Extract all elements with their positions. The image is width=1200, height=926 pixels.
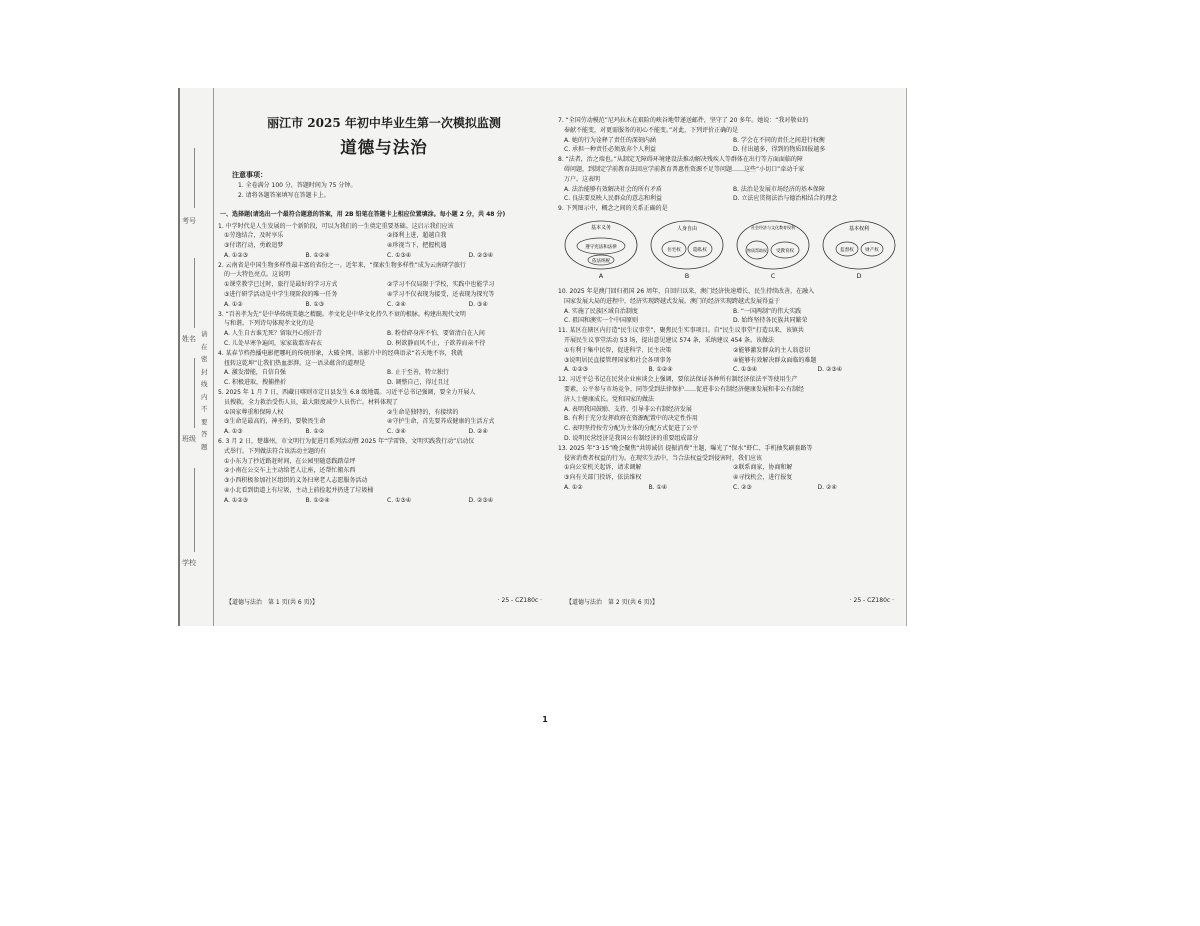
question-stem: 2. 云南省是中国生物多样性最丰富的省份之一。近年来，“探索生物多样性”成为云南研学旅行 [218, 261, 466, 269]
question-item-line: B. 有利于充分发挥政府在资源配置中的决定性作用 [564, 415, 698, 423]
question-stem: 国家发展大局的进程中，经济实现跨越式发展。澳门的经济实现跨越式发展得益于 [564, 297, 781, 305]
option: D. ②④ [817, 483, 837, 491]
outer-label: 人身自由 [676, 225, 698, 232]
question-stem: 1. 中学时代是人生发展的一个新阶段，可以为我们的一生奠定重要基础。这启示我们应该 [218, 222, 454, 230]
diagram-letter: A [598, 271, 604, 280]
item: C. 积极进取，搜捕挫折 [224, 379, 287, 387]
outer-label: 基本义务 [590, 224, 612, 231]
concept-diagram-b [648, 219, 726, 283]
question-item-line: A. 表明我国鼓励、支持、引导非公有制经济发展 [564, 405, 692, 413]
question-stem: 12. 习近平总书记在民营企业座谈会上强调，要依法保证各种所有制经济依法平等使用生产 [558, 376, 798, 384]
question-stem: 与和谐。下列诗句体现孝文化的是 [224, 320, 315, 328]
concept-diagram-d [820, 219, 898, 283]
option: B. ①④ [648, 483, 668, 491]
inner-label: 隐私权 [693, 247, 707, 253]
question-items [218, 408, 550, 428]
option: A. ①② [564, 483, 583, 491]
concept-diagram-a [562, 219, 640, 283]
answer-options [218, 251, 550, 261]
margin-line [194, 258, 195, 328]
option: A. ①②③ [224, 251, 248, 259]
item: ④珍视当下，把握机遇 [387, 242, 447, 250]
item: ④寻找机会，进行报复 [733, 474, 793, 482]
question-stem: 6. 3 月 2 日，楚雄州，市文明行为促进月系列活动暨 2025 年“学雷锋，文明实践我行动”启动仪 [218, 438, 475, 446]
option: C. ②③ [733, 483, 752, 491]
question-stem: 万户。这表明 [564, 175, 601, 183]
inner-label: 受教育权 [776, 248, 794, 254]
question-item-line: C. 表明坚持按劳分配为主体的分配方式促进了公平 [564, 425, 699, 433]
question-stem: 4. 某春节档热播电影把哪吒的传统形象，大破全网。该影片中的经典语录“若天地不容，我就 [218, 349, 463, 357]
concept-diagram-c [734, 219, 812, 283]
item: ①国家尊重和保障人权 [224, 408, 284, 416]
option: D. ②③④ [817, 366, 843, 374]
notice-item: 2. 请将各题答案填写在答题卡上。 [238, 192, 330, 199]
item: A. 实施了民族区域自治制度 [564, 307, 638, 315]
page-footer [218, 597, 550, 606]
question-item-line: ④小北看到街道上有垃圾，主动上前捡起并扔进了垃圾桶 [224, 487, 374, 495]
option: C. ③④ [387, 428, 406, 436]
option: A. ①③ [224, 428, 243, 436]
item: ①劳逸结合，及时享乐 [224, 232, 284, 240]
margin-label-name: 姓名 [182, 335, 196, 343]
seal-line-warning: 请 在 密 封 线 内 不 要 答 题 [201, 330, 208, 451]
item: B. 学会在不同的责任之间进行权衡 [733, 136, 825, 144]
question-stem: 侵害消费者权益的行为。在现实生活中，当合法权益受到侵害时，我们应该 [564, 454, 763, 462]
option: D. ③④ [468, 300, 488, 308]
footer-page-label: 【道德与法治 第 2 页(共 6 页)】 [566, 599, 658, 606]
item: A. 法治能够有效解决社会的所有矛盾 [564, 185, 662, 193]
item: B. 粉骨碎身浑不怕，要留清白在人间 [387, 330, 485, 338]
item: B. 止于至善，特立独行 [387, 369, 449, 377]
question-stem: 式举行。下列做法符合该活动主题的有 [224, 447, 327, 455]
item: C. 祖国和澳实一个中国原则 [564, 317, 639, 325]
answer-options [218, 427, 550, 437]
item: ②联系商家，协商和解 [733, 464, 793, 472]
item: D. 付出越多，得到的物质回报越多 [733, 146, 826, 154]
item: ②学习不仅局限于学校，实践中也能学习 [387, 281, 495, 289]
item: C. 良法要反映人民群众的意志和利益 [564, 195, 663, 203]
outer-label: 基本权利 [848, 225, 870, 232]
question-stem: 扭转这乾坤”让我们热血澎湃。这一语录蕴含的道理是 [224, 359, 366, 367]
item: D. 始终坚持各民族共同繁荣 [733, 317, 808, 325]
option: B. ①②④ [648, 366, 673, 374]
option: C. ②④ [387, 300, 406, 308]
question-stem: 济人士健康成长。党和国家的做法 [564, 395, 655, 403]
answer-options [218, 496, 550, 506]
answer-options [218, 300, 550, 310]
notice-heading: 注意事项： [232, 171, 267, 179]
inner-label: 依法纳税 [592, 258, 610, 264]
question-item-line: ②小南在公交车上主动给老人让座，还帮忙搬东西 [224, 467, 356, 475]
inner-label: 监督权 [840, 247, 854, 253]
footer-page-label: 【道德与法治 第 1 页(共 6 页)】 [226, 599, 318, 606]
option: D. ②③④ [468, 496, 494, 504]
question-stem: 11. 某区在辖区内打造“民生议事堂”，聚焦民生实事项目。自“民生议事堂”打造以来，该镇共 [558, 327, 804, 335]
item: ②择利上进，超越自我 [387, 232, 447, 240]
question-item-line: D. 说明民营经济是我国公有制经济的重要组成部分 [564, 434, 699, 442]
exam-page-1 [218, 88, 550, 626]
question-stem: 10. 2025 年是澳门回归祖国 26 周年，自回归以来，澳门经济快速增长，民生持续改善，在融入 [558, 287, 815, 295]
margin-label-class: 班级 [182, 435, 196, 443]
item: ③向有关部门投诉，依法维权 [564, 474, 642, 482]
question-items [558, 185, 902, 205]
option: A. ①② [224, 300, 243, 308]
question-items [218, 329, 550, 349]
diagram-letter: B [684, 271, 690, 280]
inner-label: 物质帮助权 [747, 247, 767, 253]
exam-page-2 [558, 88, 902, 626]
margin-line [194, 148, 195, 208]
margin-line [194, 468, 195, 552]
question-items [218, 231, 550, 251]
question-stem: 13. 2025 年“3·15”晚会聚焦“共铸诚信 提振消费”主题，曝光了“保水”虾仁、手机抽奖刷套路等 [558, 444, 813, 452]
footer-code: · 25 - CZ180c · [849, 597, 894, 604]
question-stem: 碍问题，到制定学前教育法回应学前教育普惠性资源不足等问题……这些“小切口”牵动千家 [564, 165, 805, 173]
diagram-letter: C [770, 271, 776, 280]
question-stem: 员搜救，全力救治受伤人员，最大限度减少人员伤亡。材料体现了 [224, 398, 399, 406]
item: C. 承担一种责任必须放弃个人利益 [564, 146, 657, 154]
option: D. ②④ [468, 428, 488, 436]
option: B. ①②④ [305, 251, 330, 259]
item: ③生命是最高的，神圣的，要敬畏生命 [224, 418, 326, 426]
option: C. ①③④ [733, 366, 758, 374]
question-items [218, 280, 550, 300]
inner-label: 财产权 [865, 247, 879, 253]
option: A. ①②③ [564, 366, 588, 374]
answer-options [558, 365, 902, 375]
item: ④能够有效解决群众面临的难题 [733, 356, 817, 364]
item: ③付诸行动，勇敢追梦 [224, 242, 284, 250]
item: ③说明居民直接管理国家和社会各项事务 [564, 356, 672, 364]
question-items [558, 136, 902, 156]
item: A. 人生自古谁无死？留取丹心照汗青 [224, 330, 322, 338]
item: B. 法治是发展市场经济的基本保障 [733, 185, 825, 193]
margin-label-exam-number: 考号 [182, 217, 196, 225]
item: ①课堂教学已过时，旅行是最好的学习方式 [224, 281, 338, 289]
subject-title: 道德与法治 [340, 138, 428, 157]
question-stem: 9. 下列图示中，概念之间的关系正确的是 [558, 205, 668, 213]
scanned-exam-sheet [178, 88, 907, 626]
binding-margin [180, 88, 214, 626]
question-items [558, 463, 902, 483]
option: B. ①② [305, 428, 325, 436]
question-stem: 7. “全国劳动模范”尼玛拉木在艰险的峡谷地带递送邮件，坚守了 20 多年。她说：“我对敬业的 [558, 117, 809, 124]
answer-options [558, 483, 902, 493]
question-item-line: ①小东为了抄近路赶时间，在公园里随意践踏草坪 [224, 457, 356, 465]
question-items [558, 346, 902, 366]
question-stem: 要素，公平参与市场竞争，同等受到法律保护……促进非公有制经济健康发展和非公有制经 [564, 385, 805, 393]
question-stem: 奉献不能变，对更需服务的初心不能变。”对此，下列评价正确的是 [564, 126, 739, 134]
item: A. 激发潜能，自信自强 [224, 369, 286, 377]
option: D. ②③④ [468, 251, 494, 259]
exam-title: 丽江市 2025 年初中毕业生第一次模拟监测 [267, 116, 501, 130]
option: C. ①③④ [387, 496, 412, 504]
inner-label: 住宅权 [667, 247, 681, 253]
question-stem: 3. “百善孝为先”是中华传统美德之精髓。孝文化是中华文化持久不衰的根脉。构建出现代文明 [218, 310, 466, 318]
question-stem: 开展民生议事堂活动 53 场，提出意见建议 574 条，采纳建议 454 条。该做法 [564, 336, 774, 344]
margin-label-school: 学校 [182, 559, 196, 567]
question-stem: 的一大特色亮点。这说明 [224, 271, 291, 279]
item: ①向公安机关起诉，请求调解 [564, 464, 642, 472]
option: B. ①②④ [305, 496, 330, 504]
question-item-line: ③小西积极参加社区组织的义务扫寒老人志愿服务活动 [224, 477, 368, 485]
item: ④学习不仅表现为接受，还表现为探究等 [387, 291, 495, 299]
item: D. 树欲静而风不止，子欲养而亲不待 [387, 340, 486, 348]
question-stem: 5. 2025 年 1 月 7 日，西藏日喀则市定日县发生 6.8 级地震。习近平总书记强调，要全力开展人 [218, 389, 476, 397]
question-stem: 8. “法者，治之端也。”从制定无障碍环境建设法推动解决残疾人等群体在出行等方面面临的障 [558, 156, 803, 164]
item: A. 她的行为诠释了责任的深刻内涵 [564, 136, 656, 144]
option: C. ①③④ [387, 251, 412, 259]
question-items [218, 368, 550, 388]
item: ②生命是独特的，有接续的 [387, 408, 459, 416]
document-page-number: 1 [542, 715, 548, 724]
item: D. 调整自己，得过且过 [387, 379, 450, 387]
item: ③进行研学活动是中学生现阶段的唯一任务 [224, 291, 338, 299]
inner-label: 遵守宪法和法律 [585, 244, 617, 250]
item: B. “一国两制”的伟大实践 [733, 307, 802, 315]
page-footer [558, 597, 902, 606]
outer-label: 社会经济与文化教育权利 [751, 224, 795, 230]
option: B. ①③ [305, 300, 325, 308]
diagram-letter: D [856, 271, 862, 280]
item: D. 立法应贯彻法治与德治相结合的理念 [733, 195, 838, 203]
option: A. ①②③ [224, 496, 248, 504]
item: C. 儿处早寒争遍问，家家裁翦寄春衣 [224, 340, 323, 348]
item: ①有利于集中民智，促进科学、民主决策 [564, 346, 672, 354]
margin-line [194, 358, 195, 428]
notice-item: 1. 全卷满分 100 分，答题时间为 75 分钟。 [238, 182, 357, 189]
section-heading: 一、选择题(请选出一个最符合题意的答案，用 2B 铅笔在答题卡上相应位置填涂。每小题 2 分，共 48 分) [220, 211, 506, 218]
item: ④守护生命，首先要养成健康的生活方式 [387, 418, 495, 426]
footer-code: · 25 - CZ180c · [497, 597, 542, 604]
question-items [558, 307, 902, 327]
concept-diagrams [558, 219, 902, 283]
item: ②能够激发群众的主人翁意识 [733, 346, 811, 354]
